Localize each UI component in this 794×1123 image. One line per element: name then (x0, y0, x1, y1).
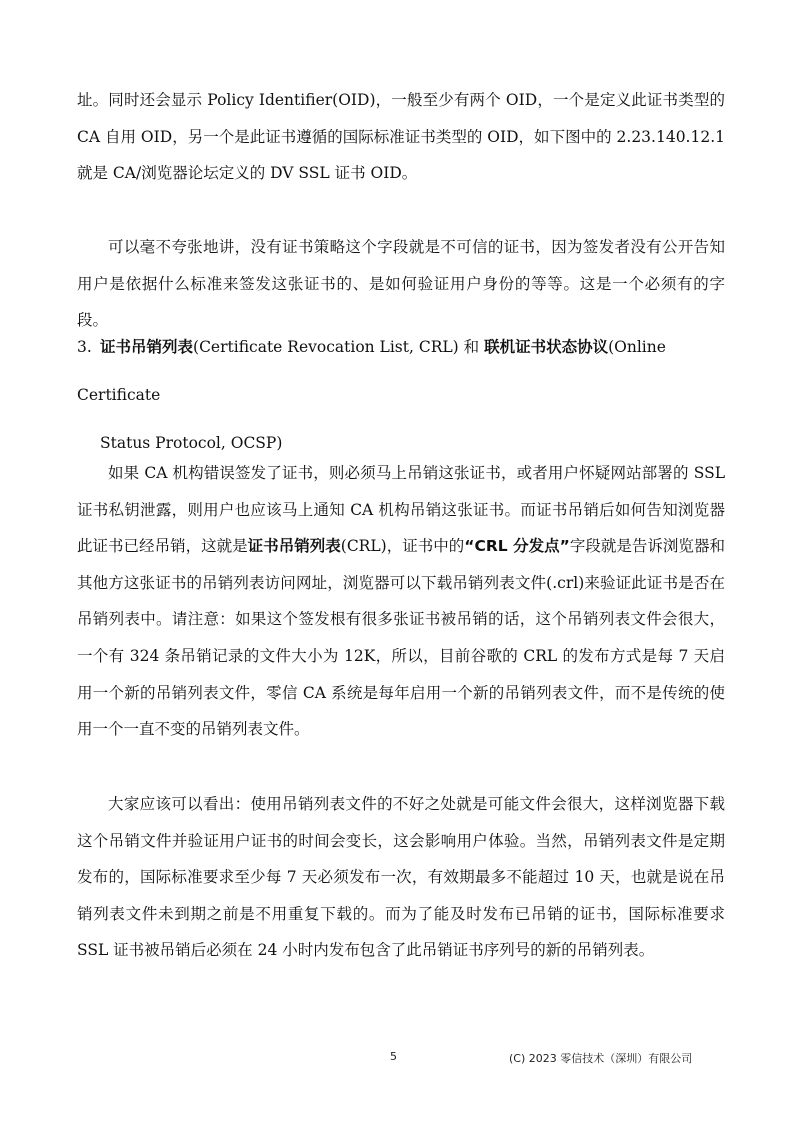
heading-text-crl: (Certificate Revocation List, CRL) 和 (193, 338, 485, 356)
paragraph-policy-required: 可以毫不夸张地讲，没有证书策略这个字段就是不可信的证书，因为签发者没有公开告知用户是依据什么标准来签发这张证书的、是如何验证用户身份的等等。这是一个必须有的字段。 (77, 238, 725, 330)
paragraph-crl-intro (77, 455, 725, 748)
page-number: 5 (390, 1050, 397, 1063)
heading-term-crl: 证书吊销列表 (100, 338, 194, 356)
crl-distribution-point-bold: “CRL 分发点” (464, 537, 570, 556)
crl-intro-text-a: 如果 CA 机构错误签发了证书，则必须马上吊销这张证书，或者用户怀疑网站部署的 SSL 证书私钥泄露，则用户也应该马上通知 CA 机构吊销这张证书。而证书吊销后如何告知浏览器此证书已经吊销，这就是 (77, 464, 725, 556)
section-number: 3. (77, 338, 92, 356)
footer-company: (C) 2023 零信技术（深圳）有限公司 (509, 1052, 693, 1065)
paragraph-policy-oid: 址。同时还会显示 Policy Identifier(OID)，一般至少有两个 OID，一个是定义此证书类型的 CA 自用 OID，另一个是此证书遵循的国际标准证书类型的 OID，如下图中的 2.23.140.12.1 就是 CA/浏览器论坛定义的 DV SSL 证书 OID。 (77, 91, 725, 183)
crl-intro-text-c: (CRL)，证书中的 (340, 537, 465, 556)
heading-text-ocsp: (Online Certificate (77, 338, 666, 404)
heading-continuation: Status Protocol, OCSP) (100, 434, 283, 452)
page-footer (0, 1050, 794, 1070)
paragraph-crl-drawbacks: 大家应该可以看出：使用吊销列表文件的不好之处就是可能文件会很大，这样浏览器下载这个吊销文件并验证用户证书的时间会变长，这会影响用户体验。当然，吊销列表文件是定期发布的，国际标准要求至少每 7 天必须发布一次，有效期最多不能超过 10 天，也就是说在吊销列表文件未到期之前是不用重复下载的。而为了能及时发布已吊销的证书，国际标准要求 SSL 证书被吊销后必须在 24 小时内发布包含了此吊销证书序列号的新的吊销列表。 (77, 795, 725, 960)
crl-term-bold: 证书吊销列表 (247, 537, 341, 556)
crl-intro-text-d: 字段就是告诉浏览器和其他方这张证书的吊销列表访问网址，浏览器可以下载吊销列表文件(.crl)来验证此证书是否在吊销列表中。请注意：如果这个签发根有很多张证书被吊销的话，这个吊销列表文件会很大，一个有 324 条吊销记录的文件大小为 12K，所以，目前谷歌的 CRL 的发布方式是每 7 天启用一个新的吊销列表文件，零信 CA 系统是每年启用一个新的吊销列表文件，而不是传统的使用一个一直不变的吊销列表文件。 (77, 537, 725, 739)
heading-term-ocsp: 联机证书状态协议 (484, 338, 609, 356)
section-heading-crl-ocsp (77, 323, 725, 467)
